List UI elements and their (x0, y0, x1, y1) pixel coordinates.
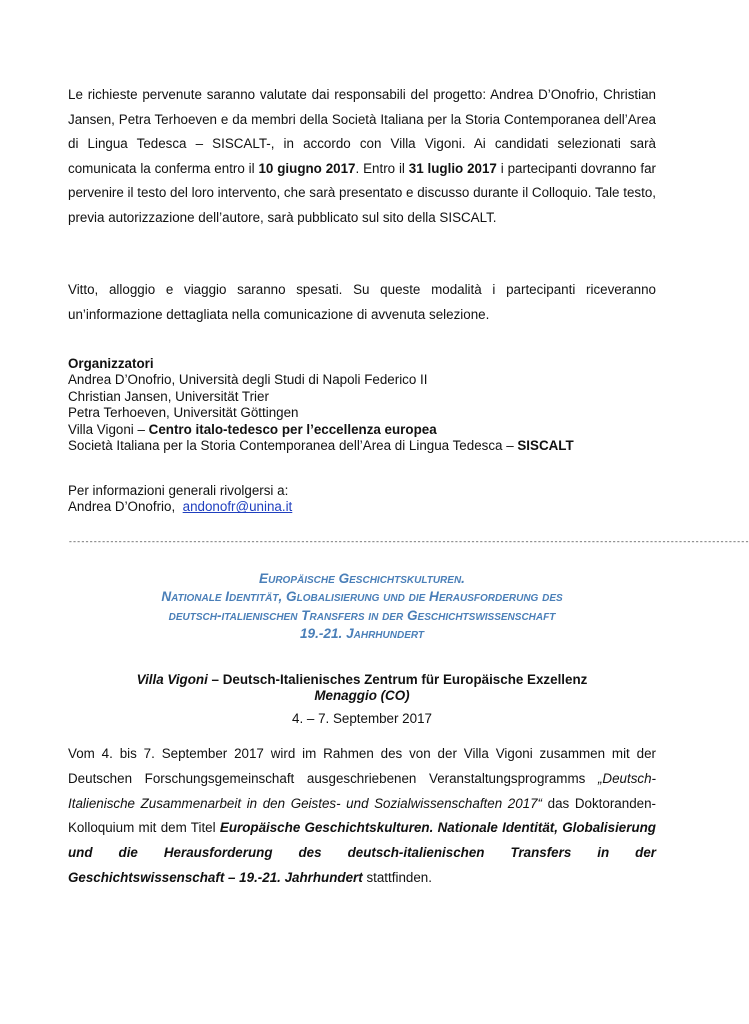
selection-paragraph (68, 83, 656, 231)
contact-email-link[interactable]: andonofr@unina.it (182, 499, 293, 515)
selection-text-2: . Entro il (355, 160, 409, 176)
venue-line (68, 672, 656, 688)
german-title-line: Nationale Identität, Globalisierung und die Herausforderung des (161, 589, 563, 605)
venue-center: – Deutsch-Italienisches Zentrum für Europäische Exzellenz (207, 672, 588, 687)
selection-text-3: i partecipanti dovranno far pervenire il testo del loro intervento, che sarà presentato e discusso durante il Colloquio. Tale testo, previa autorizzazione dell’autore, sarà pubblicato sul sito della SISCALT. (68, 160, 656, 225)
organizer-line (68, 438, 668, 454)
organizer-line (68, 422, 668, 438)
organizer-line: Christian Jansen, Universität Trier (68, 388, 269, 404)
organizer-villa-vigoni-bold: Centro italo-tedesco per l’eccellenza europea (148, 421, 437, 437)
event-date: 4. – 7. September 2017 (292, 711, 432, 726)
organizer-siscalt: Società Italiana per la Storia Contemporanea dell’Area di Lingua Tedesca – (68, 438, 518, 454)
expenses-paragraph: Vitto, alloggio e viaggio saranno spesati. Su queste modalità i partecipanti riceveranno un’informazione dettagliata nella comunicazione di avvenuta selezione. (68, 282, 656, 322)
venue-block (68, 672, 656, 705)
organizers-block (68, 356, 668, 454)
contact-name: Andrea D’Onofrio, (68, 499, 176, 515)
venue-villa-vigoni: Villa Vigoni (136, 672, 208, 687)
contact-block (68, 483, 668, 516)
deadline-july: 31 luglio 2017 (408, 160, 497, 176)
contact-line (68, 499, 668, 515)
german-text-2: das Doktoranden-Kolloquium mit dem Titel (68, 795, 656, 836)
german-text-3: stattfinden. (362, 869, 432, 885)
organizer-siscalt-bold: SISCALT (517, 438, 574, 454)
colloquium-title: Europäische Geschichtskulturen. Nationale Identität, Globalisierung und die Herausforderung des deutsch-italienischen Transfers in der Geschichtswissenschaft – 19.-21. Jahrhundert (68, 820, 656, 885)
organizers-heading: Organizzatori (68, 356, 154, 371)
program-name: „Deutsch-Italienische Zusammenarbeit in den Geistes- und Sozialwissenschaften 2017“ (68, 770, 656, 811)
contact-intro: Per informazioni generali rivolgersi a: (68, 483, 289, 498)
german-title-line: deutsch-italienischen Transfers in der Geschichtswissenschaft (168, 607, 556, 623)
deadline-june: 10 giugno 2017 (258, 160, 356, 176)
german-paragraph (68, 742, 656, 891)
organizer-line: Andrea D’Onofrio, Università degli Studi di Napoli Federico II (68, 372, 428, 388)
german-title (68, 570, 656, 644)
section-divider: -------------------------------------------------------------------------------------------------------------------------------------------------------------------- (68, 538, 749, 547)
organizer-line: Petra Terhoeven, Universität Göttingen (68, 405, 299, 421)
german-text-1: Vom 4. bis 7. September 2017 wird im Rahmen des von der Villa Vigoni zusammen mit der Deutschen Forschungsgemeinschaft ausgeschriebenen Veranstaltungsprogramms (68, 746, 656, 786)
german-title-line: Europäische Geschichtskulturen. (259, 571, 465, 586)
venue-location: Menaggio (CO) (314, 688, 410, 704)
organizer-villa-vigoni: Villa Vigoni – (68, 421, 149, 437)
german-title-line: 19.-21. Jahrhundert (299, 626, 425, 642)
selection-text-1: Le richieste pervenute saranno valutate dai responsabili del progetto: Andrea D’Onofrio, Christian Jansen, Petra Terhoeven e da membri della Società Italiana per la Storia Contemporanea dell’Area di Lingua Tedesca – SISCALT-, in accordo con Villa Vigoni. Ai candidati selezionati sarà comunicata la conferma entro il (68, 87, 656, 176)
